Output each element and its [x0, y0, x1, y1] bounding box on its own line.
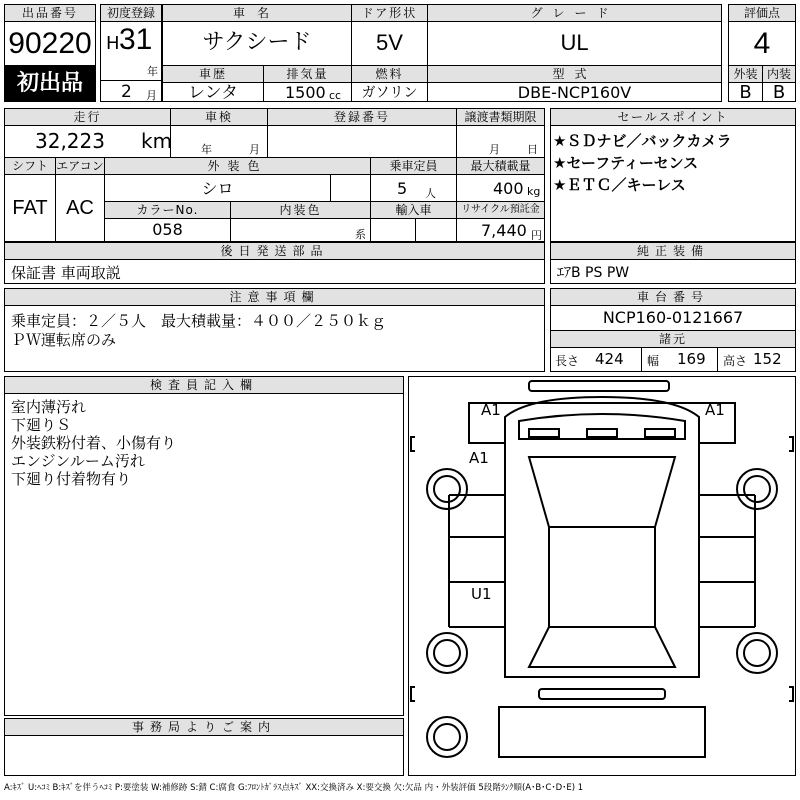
sales-points-label: セールスポイント: [551, 109, 795, 126]
sales-point-item: ★ＥＴＣ／キーレス: [553, 176, 686, 194]
model: DBE-NCP160V: [517, 83, 632, 102]
registration-number-label: 登録番号: [268, 109, 456, 126]
capacity-label: 乗車定員: [371, 158, 456, 175]
car-diagram: [408, 376, 796, 776]
chassis-number: NCP160-0121667: [602, 308, 744, 327]
displacement-label: 排気量: [264, 66, 351, 83]
interior-color-label: 内装色: [231, 202, 370, 219]
interior-color-unit: 系: [355, 228, 366, 241]
interior-grade: B: [772, 82, 786, 103]
year-unit: 年: [147, 65, 158, 78]
vehicle-info-box: [162, 4, 722, 102]
first-listing-badge: [4, 66, 96, 102]
car-name-label: 車名: [163, 5, 351, 22]
later-parts-value: 保証書 車両取説: [11, 264, 121, 282]
displacement: 1500: [285, 83, 326, 102]
mileage: 32,223: [35, 129, 105, 153]
sales-point-item: ★ＳＤナビ／バックカメラ: [553, 132, 732, 150]
equipment-label: 純正装備: [551, 243, 795, 260]
displacement-unit: cc: [329, 89, 342, 102]
mileage-label: 走行: [5, 109, 170, 126]
notes-box: [4, 288, 545, 372]
height-value: 152: [753, 350, 782, 368]
capacity-unit: 人: [425, 187, 436, 200]
equipment-box: [550, 242, 796, 284]
exterior-grade-label: 外装: [729, 66, 762, 83]
inspector-line: 下廻りＳ: [11, 416, 72, 434]
color-number-label: カラーNo.: [105, 202, 230, 219]
transfer-document-label: 譲渡書類期限: [457, 109, 544, 126]
door-label: ドア形状: [352, 5, 427, 22]
notes-label: 注意事項欄: [5, 289, 544, 306]
door-type: 5V: [376, 30, 403, 55]
score-box: [728, 4, 796, 102]
later-parts-label: 後日発送部品: [5, 243, 544, 260]
car-diagram-svg: [409, 377, 795, 775]
first-registration-month: 2: [121, 82, 132, 102]
exterior-color: シロ: [201, 179, 234, 198]
recycle-deposit: 7,440: [481, 221, 527, 240]
sales-point-item: ★セーフティーセンス: [553, 154, 699, 172]
model-label: 型式: [428, 66, 721, 83]
car-name: サクシード: [202, 30, 312, 55]
month-unit: 月: [146, 89, 157, 102]
damage-mark: A1: [481, 401, 501, 419]
lot-number-box: [4, 4, 96, 66]
office-box: [4, 718, 404, 776]
first-registration-label: 初度登録: [101, 5, 161, 22]
history-label: 車歴: [163, 66, 263, 83]
width-label: 幅: [647, 354, 660, 368]
interior-grade-label: 内装: [763, 66, 795, 83]
sales-points-box: [550, 108, 796, 242]
inspector-box: [4, 376, 404, 716]
era: H: [106, 33, 120, 54]
shift-label: シフト: [5, 158, 55, 175]
grade-label: グレード: [428, 5, 721, 22]
grade: UL: [560, 30, 589, 55]
width-value: 169: [677, 350, 706, 368]
dimensions-label: 諸元: [551, 330, 795, 348]
import-label: 輸入車: [371, 202, 456, 219]
aircon-label: エアコン: [56, 159, 104, 173]
damage-mark: U1: [471, 585, 492, 603]
inspector-line: 外装鉄粉付着、小傷有り: [11, 434, 177, 452]
details-box: [4, 108, 545, 242]
damage-mark: A1: [469, 449, 489, 467]
inspection-year-unit: 年: [201, 143, 212, 156]
inspection-month-unit: 月: [249, 143, 260, 156]
chassis-box: [550, 288, 796, 372]
fuel-label: 燃料: [352, 66, 427, 83]
lot-number: 90220: [8, 27, 92, 60]
max-load-label: 最大積載量: [457, 158, 544, 175]
inspector-label: 検査員記入欄: [5, 377, 403, 394]
height-label: 高さ: [723, 354, 748, 368]
length-label: 長さ: [555, 354, 580, 368]
color-number: 058: [152, 220, 183, 239]
mileage-unit: km: [141, 129, 173, 153]
inspector-line: 下廻り付着物有り: [11, 470, 132, 488]
shift: FAT: [12, 197, 48, 219]
notes-line: 乗車定員：２／５人 最大積載量：４００／２５０ｋｇ: [11, 312, 387, 330]
chassis-label: 車台番号: [551, 289, 795, 306]
transfer-day-unit: 日: [527, 143, 538, 156]
damage-mark: A1: [705, 401, 725, 419]
score: 4: [753, 27, 771, 60]
recycle-label: リサイクル預託金: [457, 202, 544, 219]
aircon: AC: [66, 197, 94, 219]
recycle-unit: 円: [531, 229, 542, 242]
exterior-grade: B: [739, 82, 752, 103]
history: レンタ: [188, 83, 238, 103]
lot-number-label: 出品番号: [5, 5, 95, 22]
first-registration-year: 31: [119, 23, 153, 56]
transfer-month-unit: 月: [489, 143, 500, 156]
capacity: 5: [397, 179, 408, 198]
inspector-line: 室内薄汚れ: [11, 398, 87, 416]
length-value: 424: [595, 350, 624, 368]
first-registration-box: [100, 4, 162, 102]
legend: A:ｷｽﾞ U:ﾍｺﾐ B:ｷｽﾞを伴うﾍｺﾐ P:要塗装 W:補修跡 S:錆 C:腐食 G:ﾌﾛﾝﾄｶﾞﾗｽ点ｷｽﾞ XX:交換済み X:要交換 欠:欠品 内・外装評価 5段階ﾗﾝｸ順(A･B･C･D･E) 1: [4, 783, 584, 793]
office-label: 事務局よりご案内: [5, 719, 403, 736]
exterior-color-label: 外装色: [105, 158, 370, 175]
first-listing-text: 初出品: [16, 71, 83, 96]
max-load: 400: [493, 179, 524, 198]
notes-line: ＰＷ運転席のみ: [11, 331, 117, 349]
inspection-label: 車検: [171, 109, 267, 126]
fuel: ガソリン: [361, 85, 418, 101]
max-load-unit: kg: [527, 185, 541, 198]
equipment-value: ｴｱB PS PW: [557, 265, 630, 281]
score-label: 評価点: [729, 5, 795, 22]
inspector-line: エンジンルーム汚れ: [11, 452, 145, 470]
later-parts-box: [4, 242, 545, 284]
